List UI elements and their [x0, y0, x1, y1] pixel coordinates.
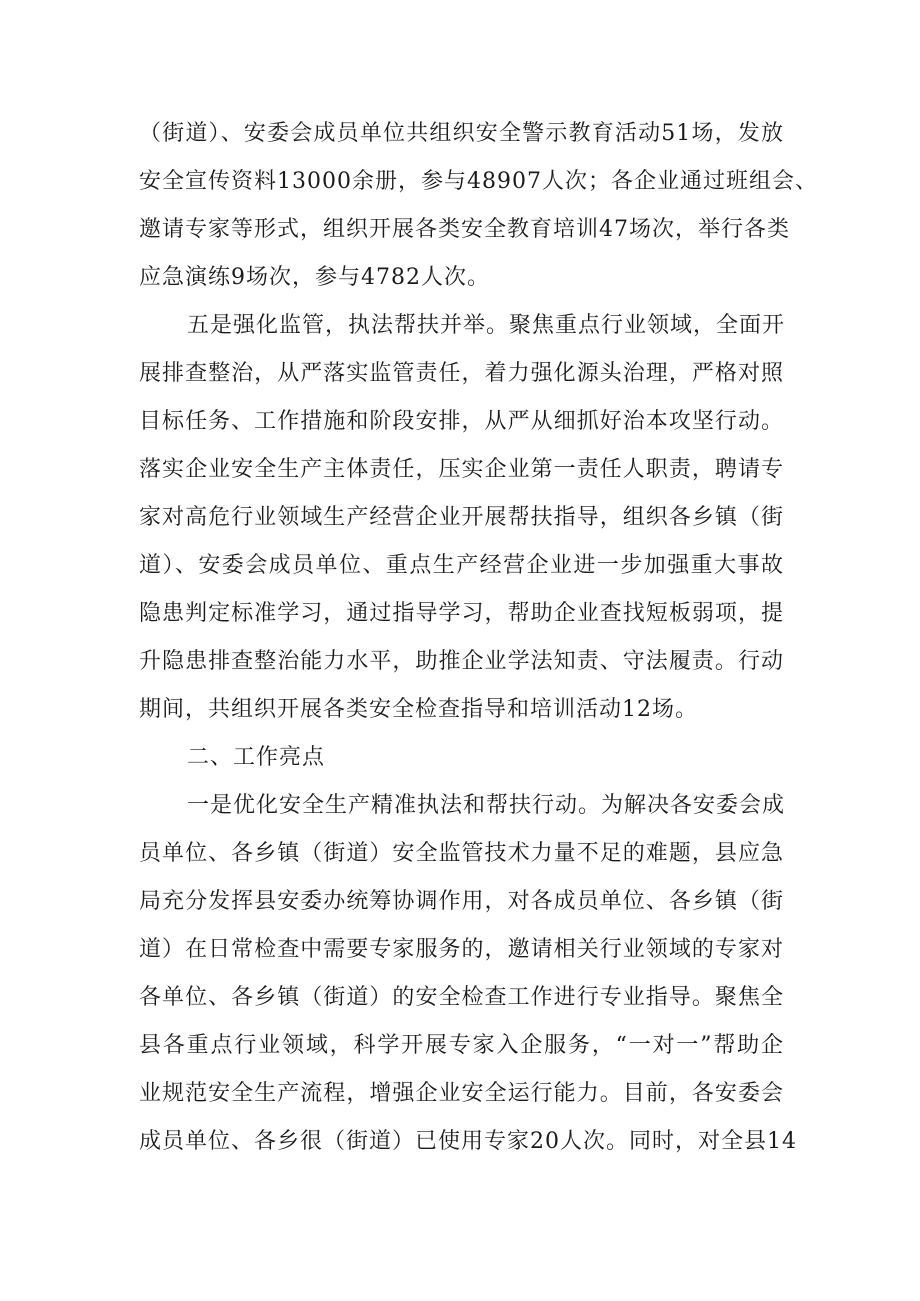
paragraph-line: 局充分发挥县安委办统筹协调作用，对各成员单位、各乡镇（街: [139, 889, 784, 914]
paragraph-line: 家对高危行业领域生产经营企业开展帮扶指导，组织各乡镇（街: [139, 505, 784, 530]
paragraph-line: 成员单位、各乡很（街道）已使用专家20人次。同时，对全县14: [139, 1129, 797, 1154]
paragraph-line: 一是优化安全生产精准执法和帮扶行动。为解决各安委会成: [187, 793, 786, 818]
paragraph-line: 展排查整治，从严落实监管责任，着力强化源头治理，严格对照: [139, 361, 784, 386]
paragraph-line: 应急演练9场次，参与4782人次。: [139, 265, 490, 290]
paragraph-line: 员单位、各乡镇（街道）安全监管技术力量不足的难题，县应急: [139, 841, 784, 866]
paragraph-line: 县各重点行业领域，科学开展专家入企服务，“一对一”帮助企: [139, 1033, 784, 1058]
paragraph-line: 期间，共组织开展各类安全检查指导和培训活动12场。: [139, 697, 698, 722]
section-heading: 二、工作亮点: [187, 745, 326, 770]
paragraph-line: 各单位、各乡镇（街道）的安全检查工作进行专业指导。聚焦全: [139, 985, 784, 1010]
paragraph-line: 目标任务、工作措施和阶段安排，从严从细抓好治本攻坚行动。: [139, 409, 784, 434]
paragraph-line: 安全宣传资料13000余册，参与48907人次；各企业通过班组会、: [139, 169, 818, 194]
paragraph-line: 隐患判定标准学习，通过指导学习，帮助企业查找短板弱项，提: [139, 601, 784, 626]
paragraph-line: 道）、安委会成员单位、重点生产经营企业进一步加强重大事故: [139, 553, 784, 578]
paragraph-line: 升隐患排查整治能力水平，助推企业学法知责、守法履责。行动: [139, 649, 784, 674]
paragraph-line: 邀请专家等形式，组织开展各类安全教育培训47场次，举行各类: [139, 217, 790, 242]
paragraph-line: （街道）、安委会成员单位共组织安全警示教育活动51场，发放: [139, 121, 784, 146]
paragraph-line: 五是强化监管，执法帮扶并举。聚焦重点行业领域，全面开: [187, 313, 786, 338]
paragraph-line: 道）在日常检查中需要专家服务的，邀请相关行业领域的专家对: [139, 937, 784, 962]
paragraph-line: 业规范安全生产流程，增强企业安全运行能力。目前，各安委会: [139, 1081, 784, 1106]
paragraph-line: 落实企业安全生产主体责任，压实企业第一责任人职责，聘请专: [139, 457, 784, 482]
